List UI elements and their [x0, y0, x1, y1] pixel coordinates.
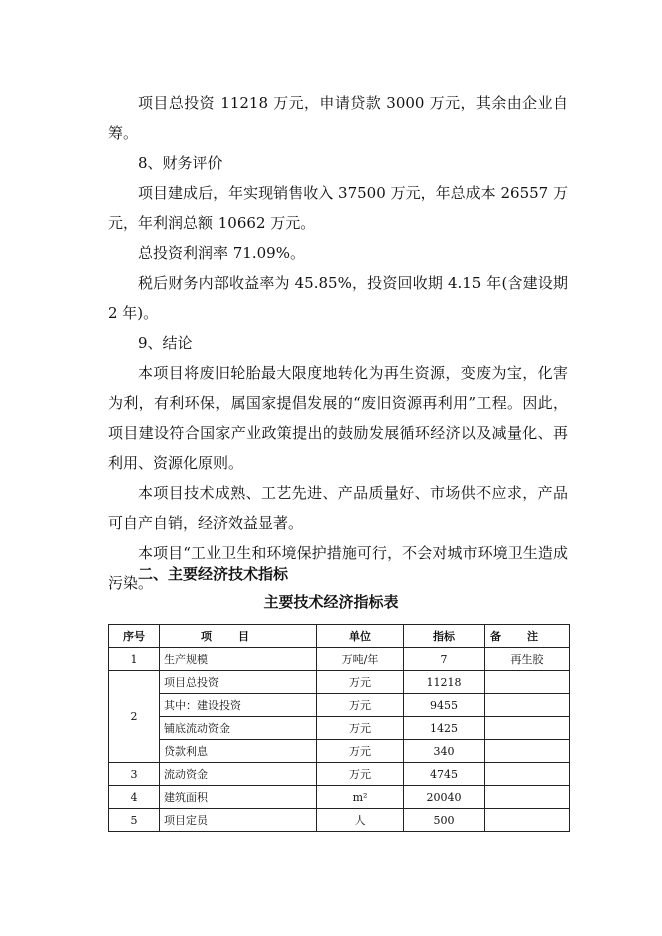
row-note	[485, 671, 570, 694]
row-item: 项目总投资	[160, 671, 317, 694]
row-value: 340	[404, 740, 485, 763]
row-unit: 万吨/年	[317, 648, 404, 671]
section-heading: 二、主要经济技术指标	[138, 565, 289, 583]
row-value: 9455	[404, 694, 485, 717]
table-row	[109, 740, 570, 763]
paragraph-conclusion-1: 本项目将废旧轮胎最大限度地转化为再生资源，变废为宝，化害为利，有利环保，属国家提倡发展的“废旧资源再利用”工程。因此，项目建设符合国家产业政策提出的鼓励发展循环经济以及减量化、再利用、资源化原则。	[108, 364, 568, 472]
table-row	[109, 763, 570, 786]
row-no: 2	[109, 671, 160, 763]
row-unit: 万元	[317, 717, 404, 740]
header-no: 序号	[109, 625, 160, 648]
row-value: 7	[404, 648, 485, 671]
heading-financial-evaluation: 8、财务评价	[138, 154, 223, 172]
row-value: 11218	[404, 671, 485, 694]
row-note	[485, 763, 570, 786]
paragraph-investment: 项目总投资 11218 万元，申请贷款 3000 万元，其余由企业自筹。	[108, 94, 568, 142]
row-item: 其中：建设投资	[160, 694, 317, 717]
heading-conclusion: 9、结论	[138, 334, 193, 352]
row-unit: 万元	[317, 763, 404, 786]
row-item: 建筑面积	[160, 786, 317, 809]
header-value: 指标	[404, 625, 485, 648]
table-title: 主要技术经济指标表	[263, 593, 399, 611]
row-item: 项目定员	[160, 809, 317, 832]
row-note: 再生胶	[485, 648, 570, 671]
row-note	[485, 694, 570, 717]
table-row	[109, 717, 570, 740]
row-value: 500	[404, 809, 485, 832]
row-note	[485, 786, 570, 809]
row-no: 5	[109, 809, 160, 832]
table-row	[109, 671, 570, 694]
row-value: 4745	[404, 763, 485, 786]
row-note	[485, 717, 570, 740]
row-item: 生产规模	[160, 648, 317, 671]
row-no: 1	[109, 648, 160, 671]
paragraph-conclusion-3: 本项目“工业卫生和环境保护措施可行，不会对城市环境卫生造成污染。	[108, 544, 568, 592]
header-note: 备注	[485, 625, 570, 648]
row-unit: 万元	[317, 694, 404, 717]
paragraph-conclusion-2: 本项目技术成熟、工艺先进、产品质量好、市场供不应求，产品可自产自销，经济效益显著。	[108, 484, 568, 532]
row-item: 贷款利息	[160, 740, 317, 763]
row-no: 4	[109, 786, 160, 809]
row-no: 3	[109, 763, 160, 786]
table-header-row	[109, 625, 570, 648]
row-unit: 人	[317, 809, 404, 832]
row-note	[485, 740, 570, 763]
indicator-table	[108, 624, 570, 832]
table-row	[109, 648, 570, 671]
header-item: 项目	[160, 625, 317, 648]
row-value: 20040	[404, 786, 485, 809]
paragraph-revenue: 项目建成后，年实现销售收入 37500 万元，年总成本 26557 万元，年利润总额 10662 万元。	[108, 184, 568, 232]
row-unit: 万元	[317, 671, 404, 694]
paragraph-irr: 税后财务内部收益率为 45.85%，投资回收期 4.15 年(含建设期 2 年)。	[108, 274, 568, 322]
row-item: 铺底流动资金	[160, 717, 317, 740]
row-value: 1425	[404, 717, 485, 740]
row-note	[485, 809, 570, 832]
table-row	[109, 809, 570, 832]
row-item: 流动资金	[160, 763, 317, 786]
paragraph-profit-rate: 总投资利润率 71.09%。	[138, 244, 305, 262]
header-unit: 单位	[317, 625, 404, 648]
table-row	[109, 694, 570, 717]
row-unit: m²	[317, 786, 404, 809]
table-row	[109, 786, 570, 809]
row-unit: 万元	[317, 740, 404, 763]
